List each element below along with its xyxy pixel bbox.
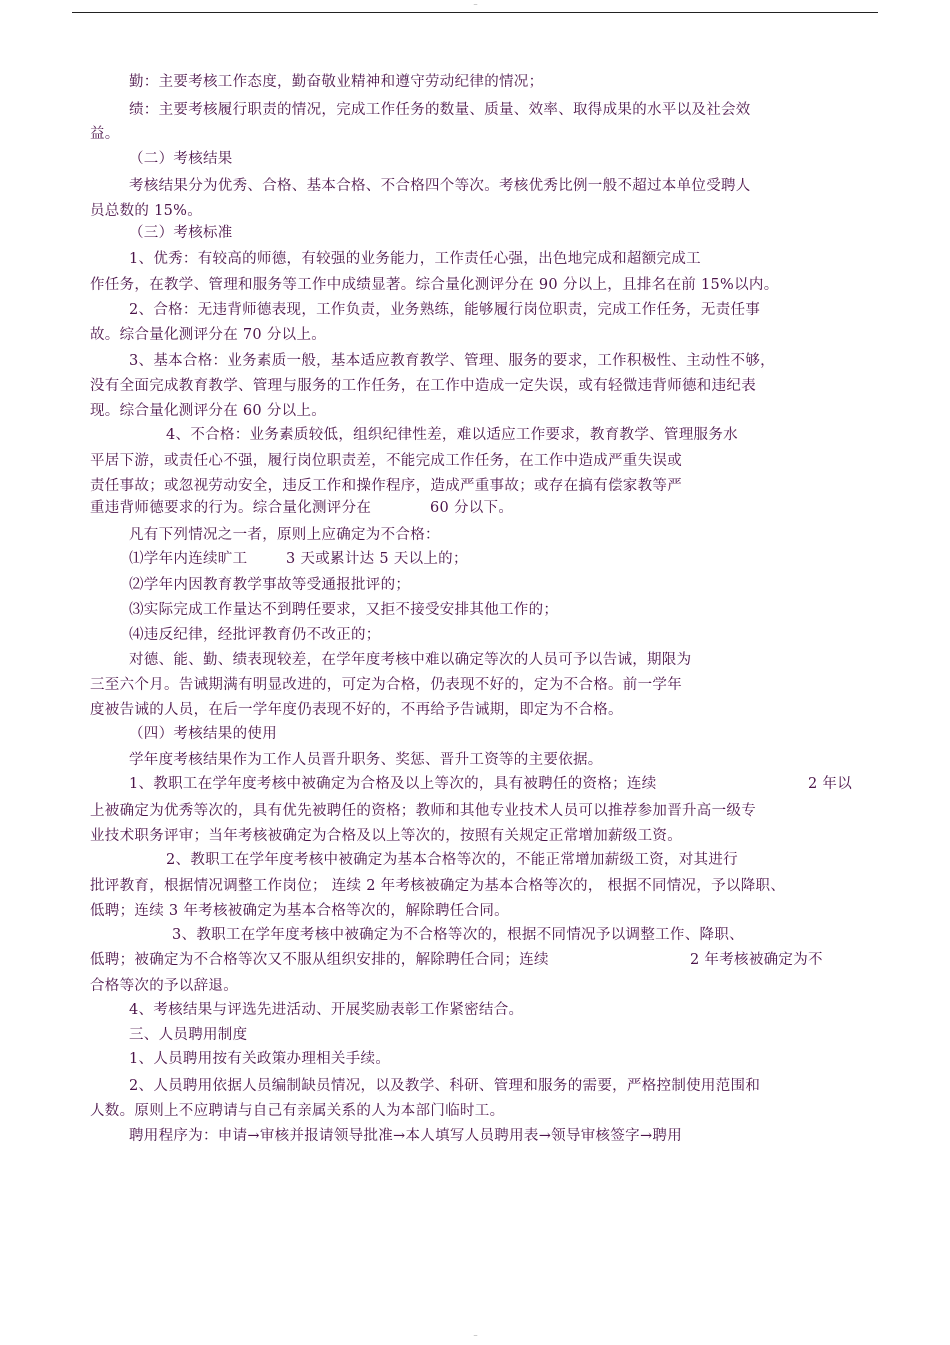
text-line: 现。综合量化测评分在 60 分以上。 xyxy=(90,403,327,419)
text-line: 聘用程序为：申请→审核并报请领导批准→本人填写人员聘用表→领导审核签字→聘用 xyxy=(129,1128,682,1144)
text-line: 凡有下列情况之一者，原则上应确定为不合格： xyxy=(129,527,440,543)
header-mark: --- xyxy=(473,1,477,8)
text-line: 度被告诫的人员，在后一学年度仍表现不好的，不再给予告诫期，即定为不合格。 xyxy=(90,702,623,718)
text-line: 绩：主要考核履行职责的情况，完成工作任务的数量、质量、效率、取得成果的水平以及社会效 xyxy=(129,102,751,118)
text-line: 3 天或累计达 5 天以上的； xyxy=(286,551,468,567)
section-heading: （三）考核标准 xyxy=(129,225,233,241)
text-line: 3、教职工在学年度考核中被确定为不合格等次的，根据不同情况予以调整工作、降职、 xyxy=(172,927,744,943)
text-line: 2、合格：无违背师德表现，工作负责，业务熟练，能够履行岗位职责，完成工作任务，无责任事 xyxy=(129,302,761,318)
text-line: ⑵学年内因教育教学事故等受通报批评的； xyxy=(129,577,411,593)
text-line: ⑷违反纪律，经批评教育仍不改正的； xyxy=(129,627,381,643)
text-line: 1、人员聘用按有关政策办理相关手续。 xyxy=(129,1051,391,1067)
text-line: 4、不合格：业务素质较低，组织纪律性差，难以适应工作要求，教育教学、管理服务水 xyxy=(166,427,738,443)
text-line: 1、优秀：有较高的师德，有较强的业务能力，工作责任心强，出色地完成和超额完成工 xyxy=(129,251,701,267)
text-line: 益。 xyxy=(90,126,120,142)
text-line: 故。综合量化测评分在 70 分以上。 xyxy=(90,327,327,343)
text-line: 上被确定为优秀等次的，具有优先被聘任的资格；教师和其他专业技术人员可以推荐参加晋升高一级专 xyxy=(90,803,756,819)
section-heading: （二）考核结果 xyxy=(129,151,233,167)
text-line: 2、教职工在学年度考核中被确定为基本合格等次的，不能正常增加薪级工资，对其进行 xyxy=(166,852,738,868)
text-line: 2 年以 xyxy=(808,776,853,792)
text-line: ⑶实际完成工作量达不到聘任要求，又拒不接受安排其他工作的； xyxy=(129,602,559,618)
text-line: 60 分以下。 xyxy=(430,500,514,516)
text-line: 3、基本合格：业务素质一般，基本适应教育教学、管理、服务的要求，工作积极性、主动性不够， xyxy=(129,353,775,369)
section-heading: （四）考核结果的使用 xyxy=(129,726,277,742)
text-line: 三至六个月。告诫期满有明显改进的，可定为合格，仍表现不好的，定为不合格。前一学年 xyxy=(90,677,682,693)
text-line: 没有全面完成教育教学、管理与服务的工作任务，在工作中造成一定失误，或有轻微违背师德和违纪表 xyxy=(90,378,756,394)
text-line: 低聘；被确定为不合格等次又不服从组织安排的，解除聘任合同；连续 xyxy=(90,952,549,968)
text-line: 勤：主要考核工作态度，勤奋敬业精神和遵守劳动纪律的情况； xyxy=(129,74,544,90)
text-line: 重违背师德要求的行为。综合量化测评分在 xyxy=(90,500,372,516)
text-line: 2、人员聘用依据人员编制缺员情况，以及教学、科研、管理和服务的需要，严格控制使用范围和 xyxy=(129,1078,761,1094)
footer-mark: --- xyxy=(473,1332,477,1339)
text-line: 1、教职工在学年度考核中被确定为合格及以上等次的，具有被聘任的资格；连续 xyxy=(129,776,657,792)
text-line: ⑴学年内连续旷工 xyxy=(129,551,248,567)
text-line: 批评教育，根据情况调整工作岗位； 连续 2 年考核被确定为基本合格等次的， 根据不同情况，予以降职、 xyxy=(90,878,786,894)
text-line: 合格等次的予以辞退。 xyxy=(90,978,238,994)
text-line: 作任务，在教学、管理和服务等工作中成绩显著。综合量化测评分在 90 分以上，且排名在前 15%以内。 xyxy=(90,277,779,293)
header-rule xyxy=(72,12,878,13)
section-heading: 三、人员聘用制度 xyxy=(129,1027,248,1043)
text-line: 考核结果分为优秀、合格、基本合格、不合格四个等次。考核优秀比例一般不超过本单位受聘人 xyxy=(129,178,751,194)
text-line: 责任事故；或忽视劳动安全，违反工作和操作程序，造成严重事故；或存在搞有偿家教等严 xyxy=(90,478,682,494)
text-line: 人数。原则上不应聘请与自己有亲属关系的人为本部门临时工。 xyxy=(90,1103,505,1119)
text-line: 学年度考核结果作为工作人员晋升职务、奖惩、晋升工资等的主要依据。 xyxy=(129,752,603,768)
text-line: 4、考核结果与评选先进活动、开展奖励表彰工作紧密结合。 xyxy=(129,1002,524,1018)
text-line: 业技术职务评审；当年考核被确定为合格及以上等次的，按照有关规定正常增加薪级工资。 xyxy=(90,828,682,844)
text-line: 低聘；连续 3 年考核被确定为基本合格等次的，解除聘任合同。 xyxy=(90,903,509,919)
text-line: 平居下游，或责任心不强，履行岗位职责差，不能完成工作任务，在工作中造成严重失误或 xyxy=(90,453,682,469)
text-line: 员总数的 15%。 xyxy=(90,203,203,219)
text-line: 2 年考核被确定为不 xyxy=(690,952,823,968)
text-line: 对德、能、勤、绩表现较差，在学年度考核中难以确定等次的人员可予以告诫，期限为 xyxy=(129,652,692,668)
